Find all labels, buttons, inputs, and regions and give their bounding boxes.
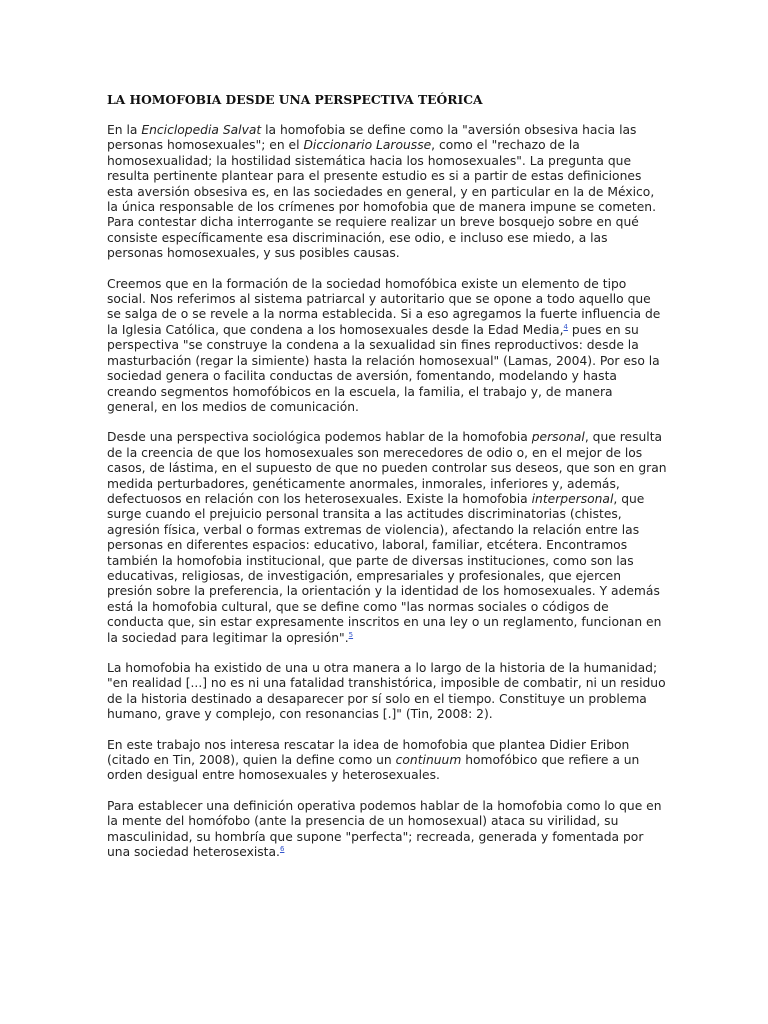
p3-text-a: Desde una perspectiva sociológica podemos hablar de la homofobia — [107, 430, 532, 445]
p5-text-a: En este trabajo nos interesa rescatar la idea de homofobia que plantea Didier Eribon (citado en Tin, 2008), quien la define como un — [107, 737, 630, 768]
p1-italic-diccionario: Diccionario Larousse — [303, 138, 432, 153]
footnote-link-4[interactable]: 4 — [563, 322, 568, 331]
p3-text-c: , que resulta de la creencia de que los homosexuales son merecedores de odio o, en el mejor de los casos, de lástima, en el supuesto de que no pueden controlar sus deseos, que son en gran medida perturbadores, genéticamente anormales, inmorales, inferiores y, además, defectuosos en relación con los heterosexuales. Existe la homofobia — [107, 430, 667, 506]
p2-text-b: pues en su perspectiva "se construye la condena a la sexualidad sin fines reproductivos: desde la masturbación (regar la simiente) hasta la relación homosexual" (Lamas, 2004). Por eso la sociedad genera o facilita conductas de aversión, fomentando, modelando y hasta creando segmentos homofóbicos en la escuela, la familia, el trabajo y, de manera general, en los medios de comunicación. — [107, 322, 660, 414]
p3-italic-personal: personal — [531, 430, 585, 445]
footnote-link-6[interactable]: 6 — [279, 844, 285, 853]
p2-text-a: Creemos que en la formación de la sociedad homofóbica existe un elemento de tipo social. Nos referimos al sistema patriarcal y autoritario que se opone a todo aquello que se salga de o se revele a la norma establecida. Si a eso agregamos la fuerte influencia de la Iglesia Católica, que condena a los homosexuales desde la Edad Media, — [107, 276, 661, 337]
paragraph-2 — [107, 277, 667, 416]
p1-text-c: la homofobia se define como la "aversión obsesiva hacia las personas homosexuales"; en el — [107, 123, 637, 153]
p3-italic-interpersonal: interpersonal — [531, 491, 614, 506]
p6-text-a: Para establecer una definición operativa podemos hablar de la homofobia como lo que en la mente del homófobo (ante la presencia de un homosexual) ataca su virilidad, su masculinidad, su hombría que supone "perfecta"; recreada, generada y fomentada por una sociedad heterosexista. — [107, 798, 662, 860]
p1-text-e: , como el "rechazo de la homosexualidad; la hostilidad sistemática hacia los homosexuales". La pregunta que resulta pertinente plantear para el presente estudio es si a partir de estas definiciones esta aversión obsesiva es, en las sociedades en general, y en particular en la de México, la única responsable de los crímenes por homofobia que de manera impune se cometen. Para contestar dicha interrogante se requiere realizar un breve bosquejo sobre en qué consiste específicamente esa discriminación, ese odio, e incluso ese miedo, a las personas homosexuales, y sus posibles causas. — [107, 138, 656, 261]
document-title: LA HOMOFOBIA DESDE UNA PERSPECTIVA TEÓRICA — [107, 92, 483, 107]
p1-text-a: En la — [107, 123, 142, 137]
paragraph-4: La homofobia ha existido de una u otra manera a lo largo de la historia de la humanidad; "en realidad [...] no es ni una fatalidad transhistórica, imposible de combatir, ni un residuo de la historia destinado a desaparecer por sí solo en el tiempo. Constituye un problema humano, grave y complejo, con resonancias [.]" (Tin, 2008: 2). — [107, 661, 666, 722]
p1-italic-enciclopedia: Enciclopedia Salvat — [141, 123, 262, 137]
p5-italic-continuum: continuum — [395, 753, 462, 768]
p3-text-e: , que surge cuando el prejuicio personal transita a las actitudes discriminatorias (chistes, agresión física, verbal o formas extremas de violencia), afectando la relación entre las personas en diferentes espacios: educativo, laboral, familiar, etcétera. Encontramos también la homofobia institucional, que parte de diversas instituciones, como son las educativas, religiosas, de investigación, empresariales y profesionales, que ejercen presión sobre la preferencia, la orientación y la identidad de los homosexuales. Y además está la homofobia cultural, que se define como "las normas sociales o códigos de conducta que, sin estar expresamente inscritos en una ley o un reglamento, funcionan en la sociedad para legitimar la opresión". — [107, 491, 662, 645]
p5-text-c: homofóbico que refiere a un orden desigual entre homosexuales y heterosexuales. — [107, 753, 640, 783]
paragraph-6 — [107, 799, 667, 861]
paragraph-3 — [107, 430, 667, 646]
paragraph-5 — [107, 738, 667, 784]
paragraph-1 — [107, 123, 667, 262]
footnote-link-5[interactable]: 5 — [348, 630, 354, 639]
document-page — [107, 92, 667, 875]
